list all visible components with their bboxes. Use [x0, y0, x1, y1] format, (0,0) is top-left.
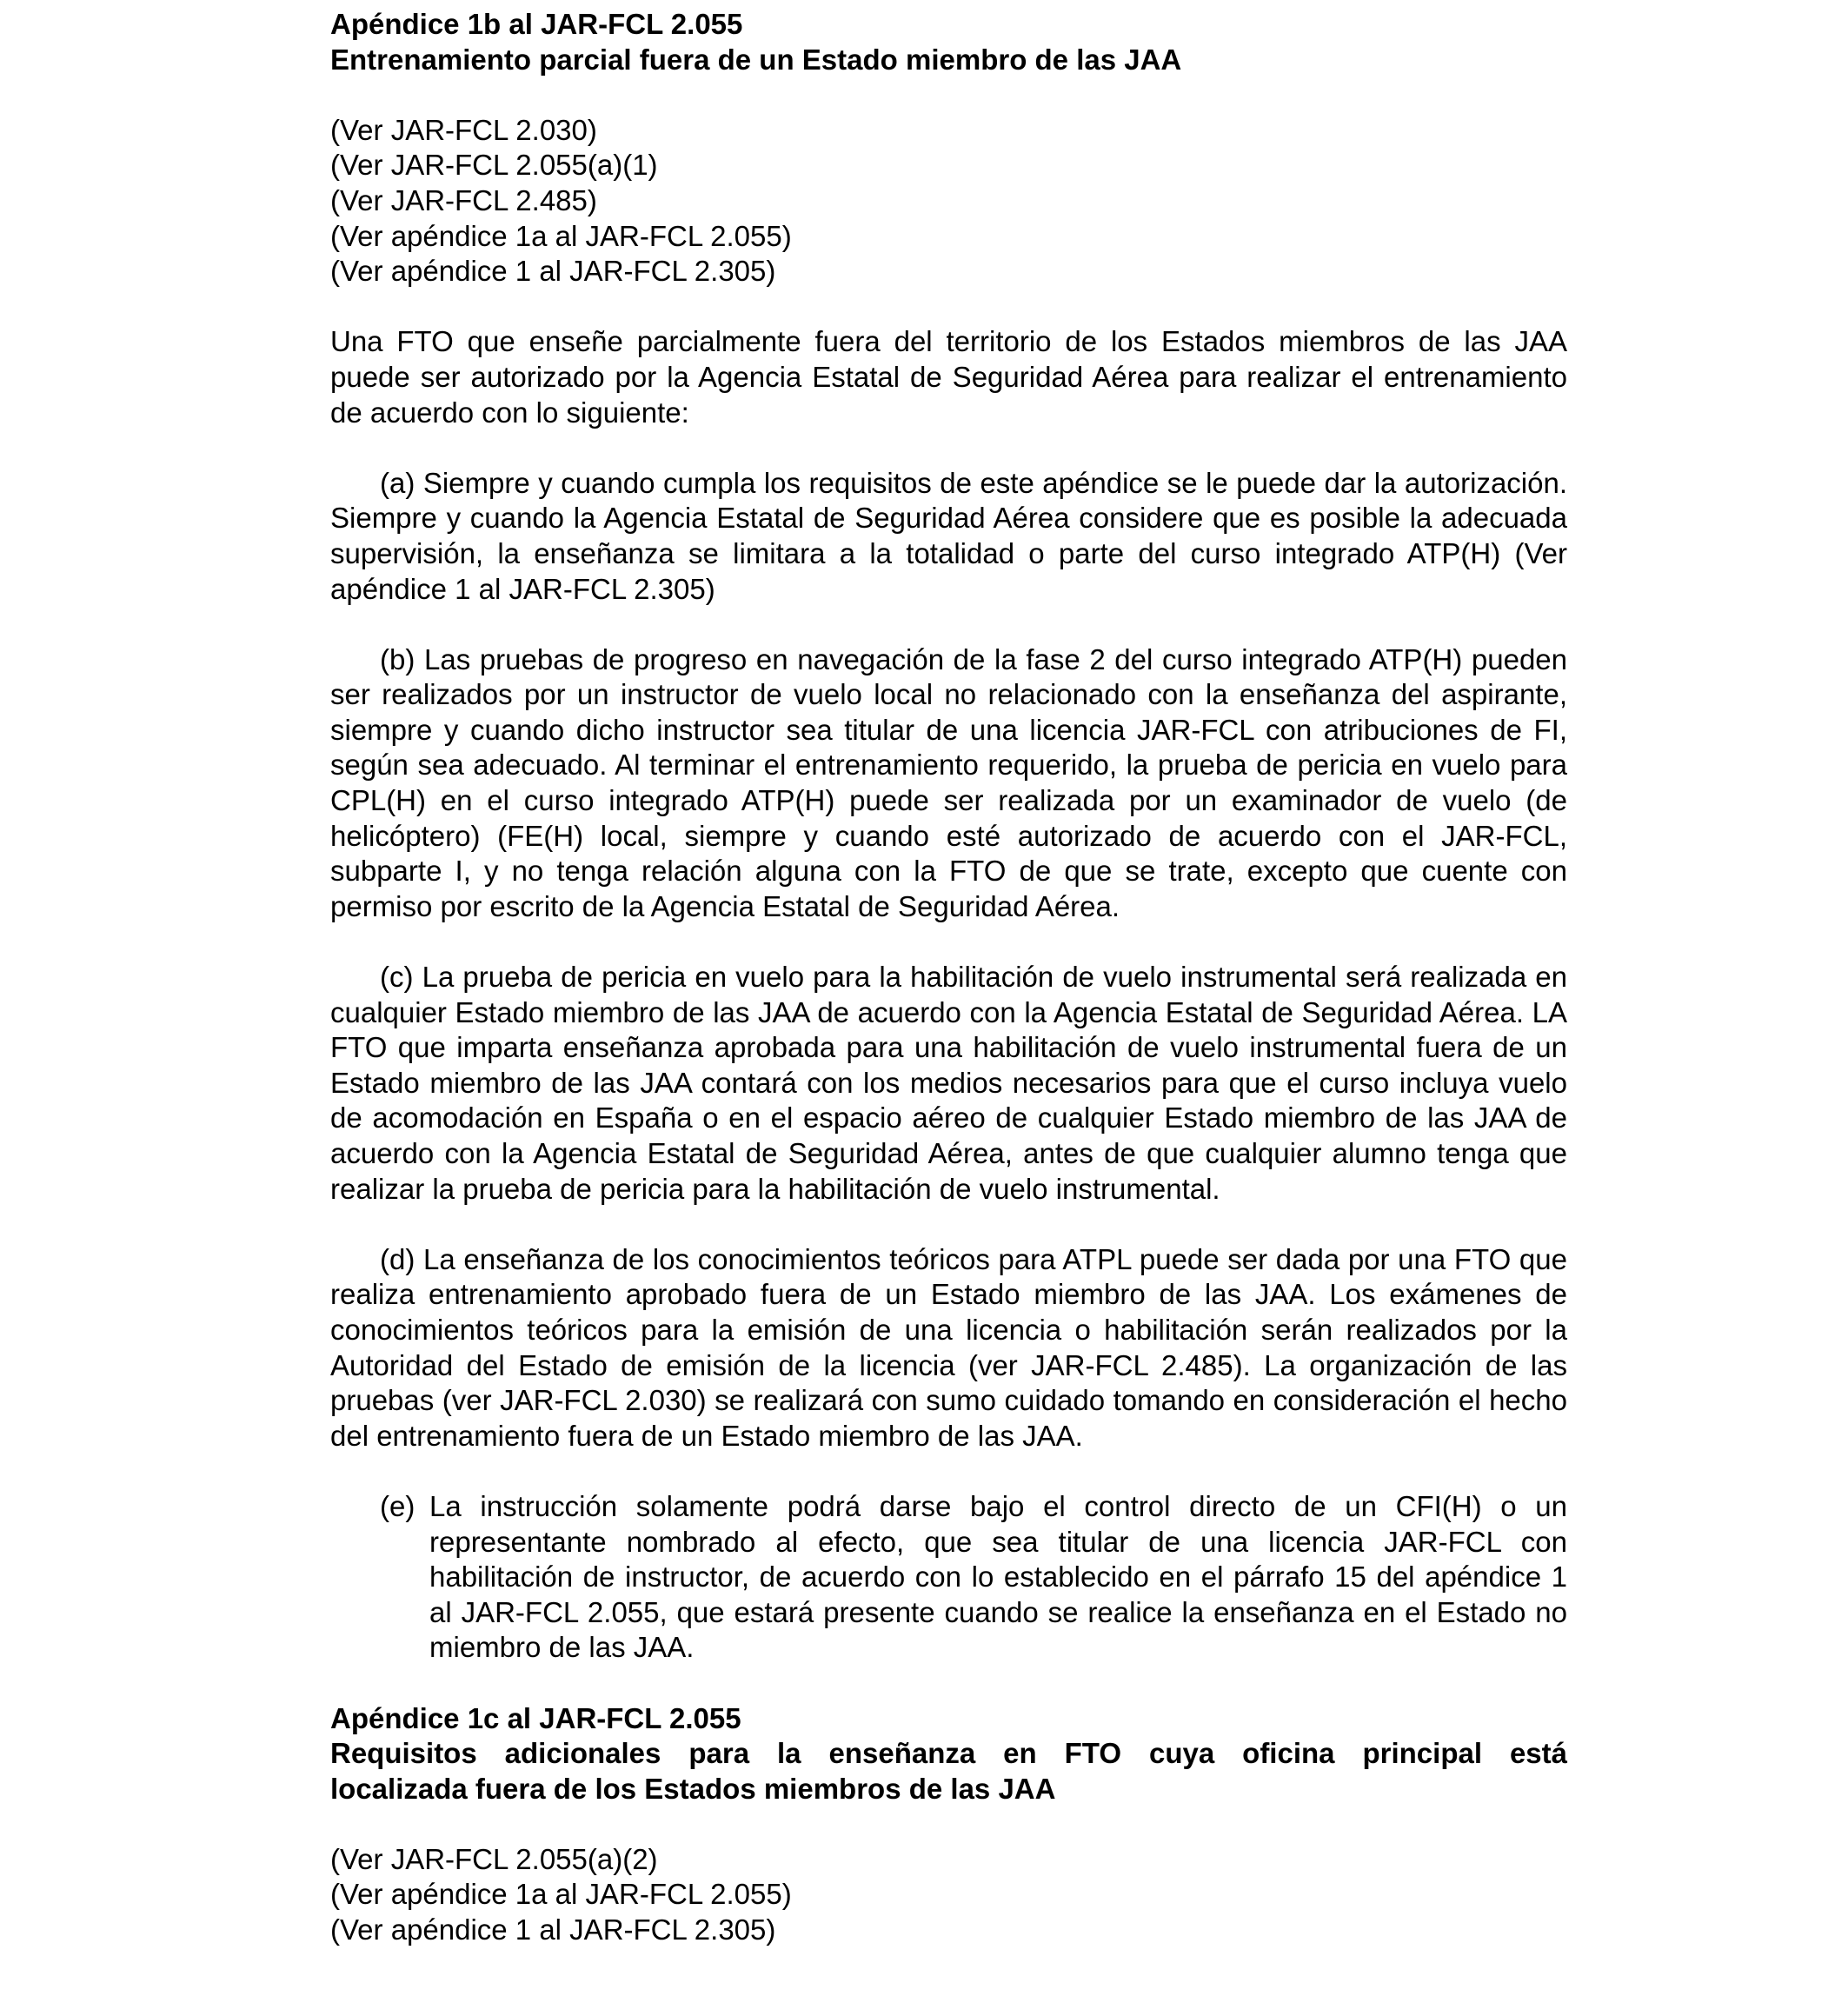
- item-text: La prueba de pericia en vuelo para la habilitación de vuelo instrumental será realizada en cualquier Estado miembro de las JAA de acuerdo con la Agencia Estatal de Seguridad Aérea. LA FTO que imparta enseñanza aprobada para una habilitación de vuelo instrumental fuera de un Estado miembro de las JAA contará con los medios necesarios para que el curso incluya vuelo de acomodación en España o en el espacio aéreo de cualquier Estado miembro de las JAA de acuerdo con la Agencia Estatal de Seguridad Aérea, antes de que cualquier alumno tenga que realizar la prueba de pericia para la habilitación de vuelo instrumental.: [330, 961, 1567, 1205]
- section-1b-references: [330, 113, 1567, 289]
- section-1c-subtitle-line-2: localizada fuera de los Estados miembros de las JAA: [330, 1772, 1056, 1805]
- reference-line: (Ver JAR-FCL 2.055(a)(1): [330, 149, 658, 182]
- item-text: Siempre y cuando cumpla los requisitos de este apéndice se le puede dar la autorización. Siempre y cuando la Agencia Estatal de Seguridad Aérea considere que es posible la adecuada supervisión, la enseñanza se limitara a la totalidad o parte del curso integrado ATP(H) (Ver apéndice 1 al JAR-FCL 2.305): [330, 466, 1568, 605]
- section-1c-references: [330, 1842, 1567, 1948]
- item-text: La enseñanza de los conocimientos teóricos para ATPL puede ser dada por una FTO que realiza entrenamiento aprobado fuera de un Estado miembro de las JAA. Los exámenes de conocimientos teóricos para la emisión de una licencia o habilitación serán realizados por la Autoridad del Estado de emisión de la licencia (ver JAR-FCL 2.485). La organización de las pruebas (ver JAR-FCL 2.030) se realizará con sumo cuidado tomando en consideración el hecho del entrenamiento fuera de un Estado miembro de las JAA.: [330, 1242, 1567, 1452]
- item-c: [330, 960, 1567, 1207]
- section-1c-heading: [330, 1701, 1567, 1807]
- item-text: Las pruebas de progreso en navegación de la fase 2 del curso integrado ATP(H) pueden ser realizados por un instructor de vuelo local no relacionado con la enseñanza del aspirante, siempre y cuando dicho instructor sea titular de una licencia JAR-FCL con atribuciones de FI, según sea adecuado. Al terminar el entrenamiento requerido, la prueba de pericia en vuelo para CPL(H) en el curso integrado ATP(H) puede ser realizada por un examinador de vuelo (de helicóptero) (FE(H) local, siempre y cuando esté autorizado de acuerdo con el JAR-FCL, subparte I, y no tenga relación alguna con la FTO de que se trate, excepto que cuente con permiso por escrito de la Agencia Estatal de Seguridad Aérea.: [330, 642, 1568, 922]
- section-1b-title: Apéndice 1b al JAR-FCL 2.055: [330, 8, 743, 40]
- item-d: [330, 1242, 1567, 1454]
- item-a: [330, 466, 1567, 607]
- section-1b-heading: [330, 7, 1567, 77]
- reference-line: (Ver apéndice 1 al JAR-FCL 2.305): [330, 1913, 776, 1946]
- item-label: (c): [380, 961, 414, 994]
- item-b: [330, 642, 1567, 925]
- section-1c-title: Apéndice 1c al JAR-FCL 2.055: [330, 1701, 741, 1734]
- section-1c-subtitle-line-1: Requisitos adicionales para la enseñanza en FTO cuya oficina principal está: [330, 1737, 1567, 1770]
- item-e: [330, 1489, 1567, 1666]
- section-1b-intro: Una FTO que enseñe parcialmente fuera del territorio de los Estados miembros de las JAA puede ser autorizado por la Agencia Estatal de Seguridad Aérea para realizar el entrenamiento de acuerdo con lo siguiente:: [330, 325, 1567, 429]
- reference-line: (Ver apéndice 1a al JAR-FCL 2.055): [330, 1878, 792, 1911]
- reference-line: (Ver JAR-FCL 2.485): [330, 183, 597, 216]
- reference-line: (Ver apéndice 1 al JAR-FCL 2.305): [330, 255, 776, 288]
- item-label: (e): [380, 1489, 415, 1522]
- reference-line: (Ver JAR-FCL 2.030): [330, 113, 597, 146]
- item-label: (d): [380, 1242, 415, 1275]
- item-text: La instrucción solamente podrá darse bajo el control directo de un CFI(H) o un representante nombrado al efecto, que sea titular de una licencia JAR-FCL con habilitación de instructor, de acuerdo con lo establecido en el párrafo 15 del apéndice 1 al JAR-FCL 2.055, que estará presente cuando se realice la enseñanza en el Estado no miembro de las JAA.: [429, 1489, 1567, 1664]
- reference-line: (Ver JAR-FCL 2.055(a)(2): [330, 1842, 658, 1875]
- item-label: (a): [380, 466, 415, 499]
- section-1b-subtitle: Entrenamiento parcial fuera de un Estado miembro de las JAA: [330, 43, 1182, 76]
- reference-line: (Ver apéndice 1a al JAR-FCL 2.055): [330, 219, 792, 252]
- document-page: [330, 7, 1567, 1948]
- item-label: (b): [380, 642, 415, 675]
